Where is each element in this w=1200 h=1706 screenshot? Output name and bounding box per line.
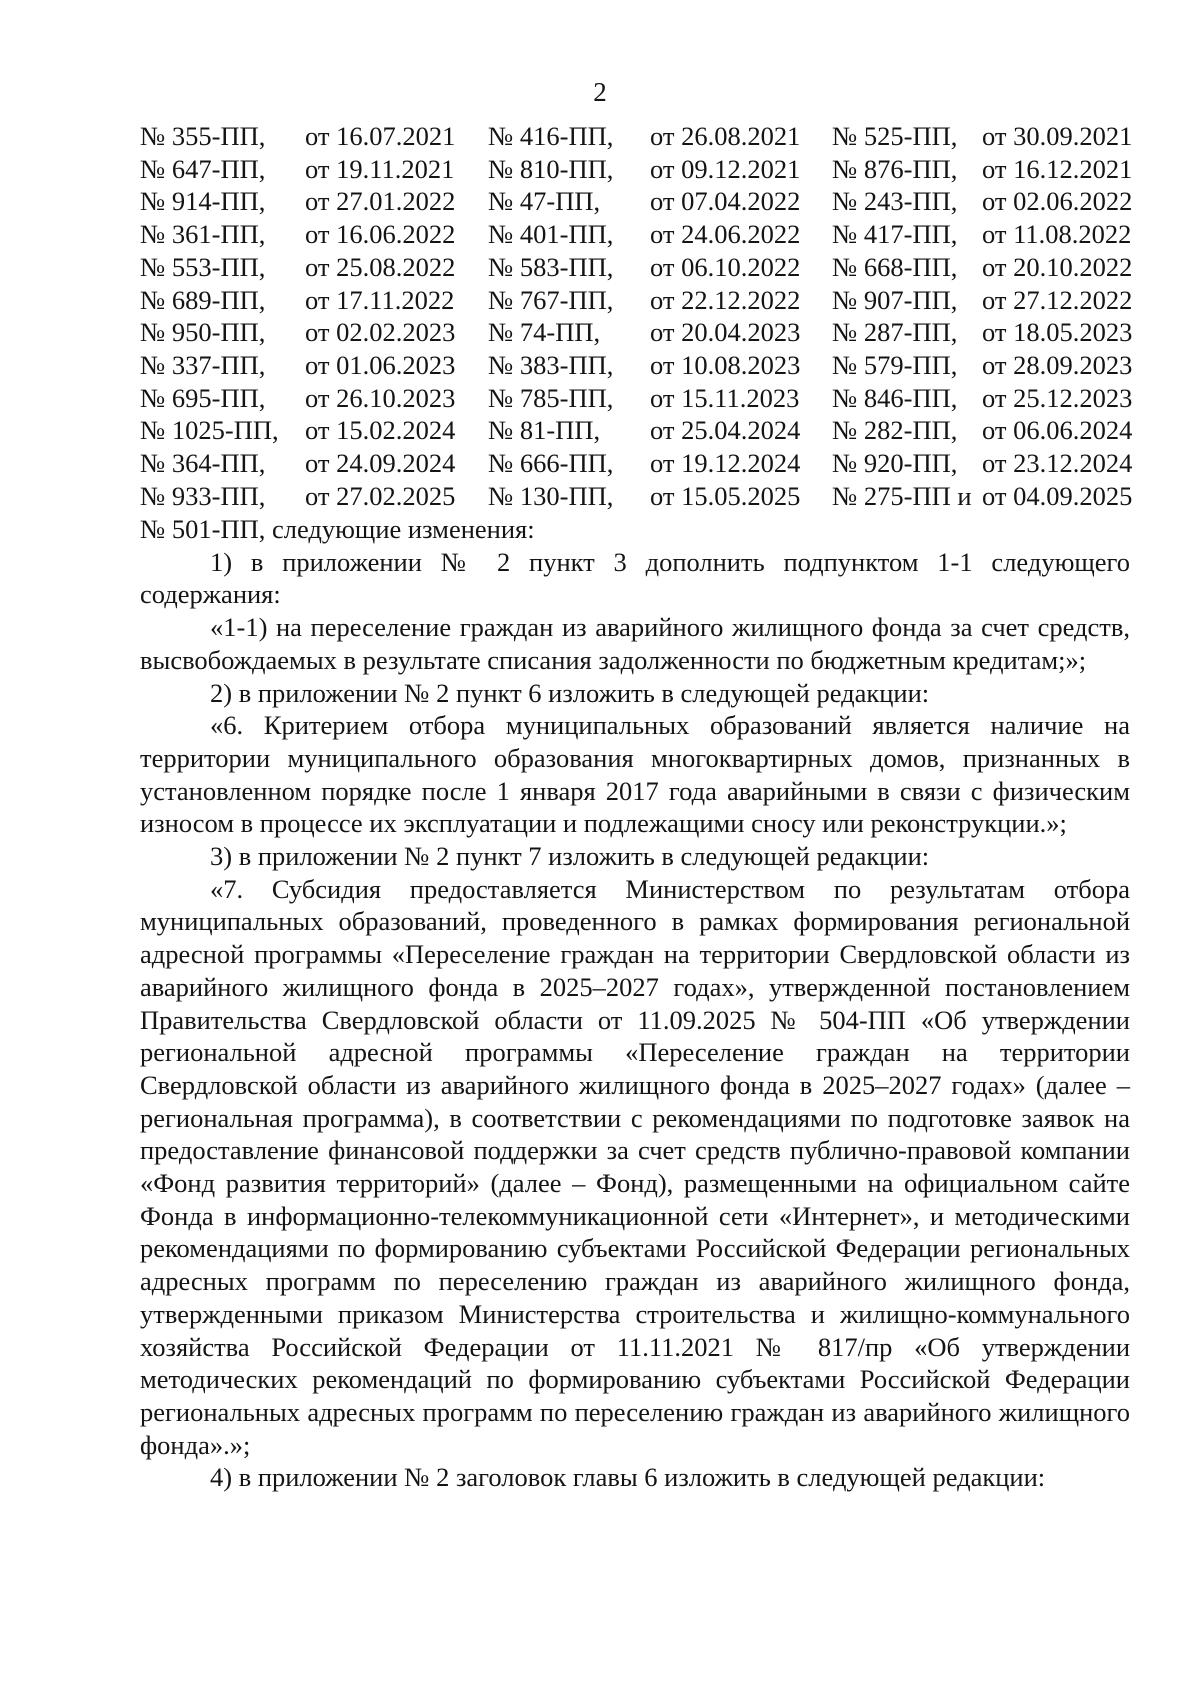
resolution-date: от 06.06.2024 bbox=[982, 415, 1133, 446]
paragraph: «1-1) на переселение граждан из аварийного жилищного фонда за счет средств, высвобождаемых в результате списания задолженности по бюджетным кредитам;»; bbox=[140, 612, 1130, 675]
resolution-number: № 355-ПП, bbox=[140, 121, 266, 151]
paragraph: 3) в приложении № 2 пункт 7 изложить в следующей редакции: bbox=[210, 841, 930, 872]
resolution-date: от 01.06.2023 bbox=[305, 349, 456, 380]
resolution-number: № 81-ПП, bbox=[488, 415, 601, 446]
document-body bbox=[140, 513, 1130, 1494]
table-row bbox=[140, 251, 1130, 284]
resolution-date: от 09.12.2021 bbox=[650, 153, 801, 184]
resolution-number: № 243-ПП, bbox=[832, 186, 958, 217]
resolution-number: № 876-ПП, bbox=[832, 153, 958, 184]
resolution-date: от 24.09.2024 bbox=[305, 448, 456, 479]
resolution-date: от 20.04.2023 bbox=[650, 317, 801, 348]
resolution-number: № 579-ПП, bbox=[832, 349, 958, 380]
resolution-number: № 647-ПП, bbox=[140, 153, 266, 184]
resolution-date: от 27.02.2025 bbox=[305, 480, 456, 511]
resolution-date: от 11.08.2022 bbox=[982, 219, 1132, 250]
resolution-number: № 907-ПП, bbox=[832, 284, 958, 315]
resolution-date: от 06.10.2022 bbox=[650, 251, 801, 282]
resolution-date: от 19.11.2021 bbox=[305, 153, 455, 184]
paragraph: «6. Критерием отбора муниципальных образований является наличие на территории муниципального образования многоквартирных домов, признанных в установленном порядке после 1 января 2017 года аварийными в связи с физическим износом в процессе их эксплуатации и подлежащими сносу или реконструкции.»; bbox=[140, 710, 1130, 839]
table-row bbox=[140, 153, 1130, 186]
resolution-number: № 920-ПП, bbox=[832, 448, 958, 479]
resolution-date: от 25.08.2022 bbox=[305, 251, 456, 282]
resolution-date: от 16.06.2022 bbox=[305, 219, 456, 250]
resolution-number: № 914-ПП, bbox=[140, 186, 266, 217]
resolution-number: № 416-ПП, bbox=[488, 121, 614, 151]
resolution-date: от 27.01.2022 bbox=[305, 186, 456, 217]
resolution-number: № 785-ПП, bbox=[488, 382, 614, 413]
table-row bbox=[140, 284, 1130, 317]
resolution-number: № 364-ПП, bbox=[140, 448, 266, 479]
resolution-date: от 27.12.2022 bbox=[982, 284, 1133, 315]
resolution-date: от 02.02.2023 bbox=[305, 317, 456, 348]
page-number: 2 bbox=[593, 77, 607, 107]
resolution-number: № 47-ПП, bbox=[488, 186, 601, 217]
resolution-number: № 383-ПП, bbox=[488, 349, 614, 380]
resolution-date: от 17.11.2022 bbox=[305, 284, 455, 315]
paragraph: 1) в приложении № 2 пункт 3 дополнить подпунктом 1-1 следующего содержания: bbox=[140, 546, 1130, 610]
resolution-number: № 695-ПП, bbox=[140, 382, 266, 413]
resolution-number: № 401-ПП, bbox=[488, 219, 614, 250]
resolution-date: от 24.06.2022 bbox=[650, 219, 801, 250]
resolution-date: от 07.04.2022 bbox=[650, 186, 801, 217]
resolutions-table bbox=[140, 120, 1133, 512]
paragraph: 4) в приложении № 2 заголовок главы 6 изложить в следующей редакции: bbox=[210, 1462, 1046, 1493]
resolution-date: от 19.12.2024 bbox=[650, 448, 801, 479]
resolution-number: № 950-ПП, bbox=[140, 317, 266, 348]
resolution-number: № 361-ПП, bbox=[140, 219, 266, 250]
table-row bbox=[140, 480, 1130, 513]
resolution-number: № 846-ПП, bbox=[832, 382, 958, 413]
paragraph: 2) в приложении № 2 пункт 6 изложить в следующей редакции: bbox=[210, 677, 930, 708]
resolution-date: от 25.12.2023 bbox=[982, 382, 1133, 413]
resolution-number: № 689-ПП, bbox=[140, 284, 266, 315]
table-row bbox=[140, 447, 1130, 480]
resolution-number: № 337-ПП, bbox=[140, 349, 266, 380]
resolution-number: № 417-ПП, bbox=[832, 219, 958, 250]
resolution-date: от 26.08.2021 bbox=[650, 121, 801, 151]
resolution-number: № 767-ПП, bbox=[488, 284, 614, 315]
table-row bbox=[140, 185, 1130, 218]
resolution-number: № 666-ПП, bbox=[488, 448, 614, 479]
resolution-number: № 810-ПП, bbox=[488, 153, 614, 184]
resolution-date: от 15.02.2024 bbox=[305, 415, 456, 446]
resolution-number: № 287-ПП, bbox=[832, 317, 958, 348]
resolution-number: № 130-ПП, bbox=[488, 480, 614, 511]
resolution-date: от 15.11.2023 bbox=[650, 382, 800, 413]
resolution-date: от 23.12.2024 bbox=[982, 448, 1133, 479]
resolution-date: от 10.08.2023 bbox=[650, 349, 801, 380]
table-row bbox=[140, 218, 1130, 251]
resolution-date: от 25.04.2024 bbox=[650, 415, 801, 446]
resolution-date: от 16.12.2021 bbox=[982, 153, 1133, 184]
table-row bbox=[140, 316, 1130, 349]
table-row bbox=[140, 414, 1130, 447]
resolution-number: № 583-ПП, bbox=[488, 251, 614, 282]
resolution-date: от 22.12.2022 bbox=[650, 284, 801, 315]
table-row bbox=[140, 120, 1130, 153]
resolution-date: от 02.06.2022 bbox=[982, 186, 1133, 217]
resolution-date: от 15.05.2025 bbox=[650, 480, 801, 511]
resolution-date: от 28.09.2023 bbox=[982, 349, 1133, 380]
resolution-date: от 16.07.2021 bbox=[305, 121, 456, 151]
resolution-date: от 26.10.2023 bbox=[305, 382, 456, 413]
resolution-number: № 1025-ПП, bbox=[140, 415, 279, 446]
resolution-number: № 553-ПП, bbox=[140, 251, 266, 282]
resolutions-table-body bbox=[140, 120, 1133, 512]
resolution-date: от 20.10.2022 bbox=[982, 251, 1133, 282]
resolution-date: от 18.05.2023 bbox=[982, 317, 1133, 348]
resolution-number: № 275-ПП и bbox=[832, 480, 972, 511]
resolution-number: № 668-ПП, bbox=[832, 251, 958, 282]
resolution-number: № 282-ПП, bbox=[832, 415, 958, 446]
resolution-number: № 74-ПП, bbox=[488, 317, 601, 348]
table-row bbox=[140, 382, 1130, 415]
table-row bbox=[140, 349, 1130, 382]
resolution-number: № 525-ПП, bbox=[832, 121, 958, 151]
resolution-date: от 30.09.2021 bbox=[982, 121, 1133, 151]
resolution-number: № 933-ПП, bbox=[140, 480, 266, 511]
paragraph: «7. Субсидия предоставляется Министерством по результатам отбора муниципальных образований, проведенного в рамках формирования региональной адресной программы «Переселение граждан на территории Свердловской области из аварийного жилищного фонда в 2025–2027 годах», утвержденной постановлением Правительства Свердловской области от 11.09.2025 № 504-ПП «Об утверждении региональной адресной программы «Переселение граждан на территории Свердловской области из аварийного жилищного фонда в 2025–2027 годах» (далее – региональная программа), в соответствии с рекомендациями по подготовке заявок на предоставление финансовой поддержки за счет средств публично-правовой компании «Фонд развития территорий» (далее – Фонд), размещенными на официальном сайте Фонда в информационно-телекоммуникационной сети «Интернет», и методическими рекомендациями по формированию субъектами Российской Федерации региональных адресных программ по переселению граждан из аварийного жилищного фонда, утвержденными приказом Министерства строительства и жилищно-коммунального хозяйства Российской Федерации от 11.11.2021 № 817/пр «Об утверждении методических рекомендаций по формированию субъектами Российской Федерации региональных адресных программ по переселению граждан из аварийного жилищного фонда».»; bbox=[140, 873, 1130, 1460]
paragraph: № 501-ПП, следующие изменения: bbox=[140, 514, 535, 544]
resolution-date: от 04.09.2025 bbox=[982, 480, 1133, 511]
